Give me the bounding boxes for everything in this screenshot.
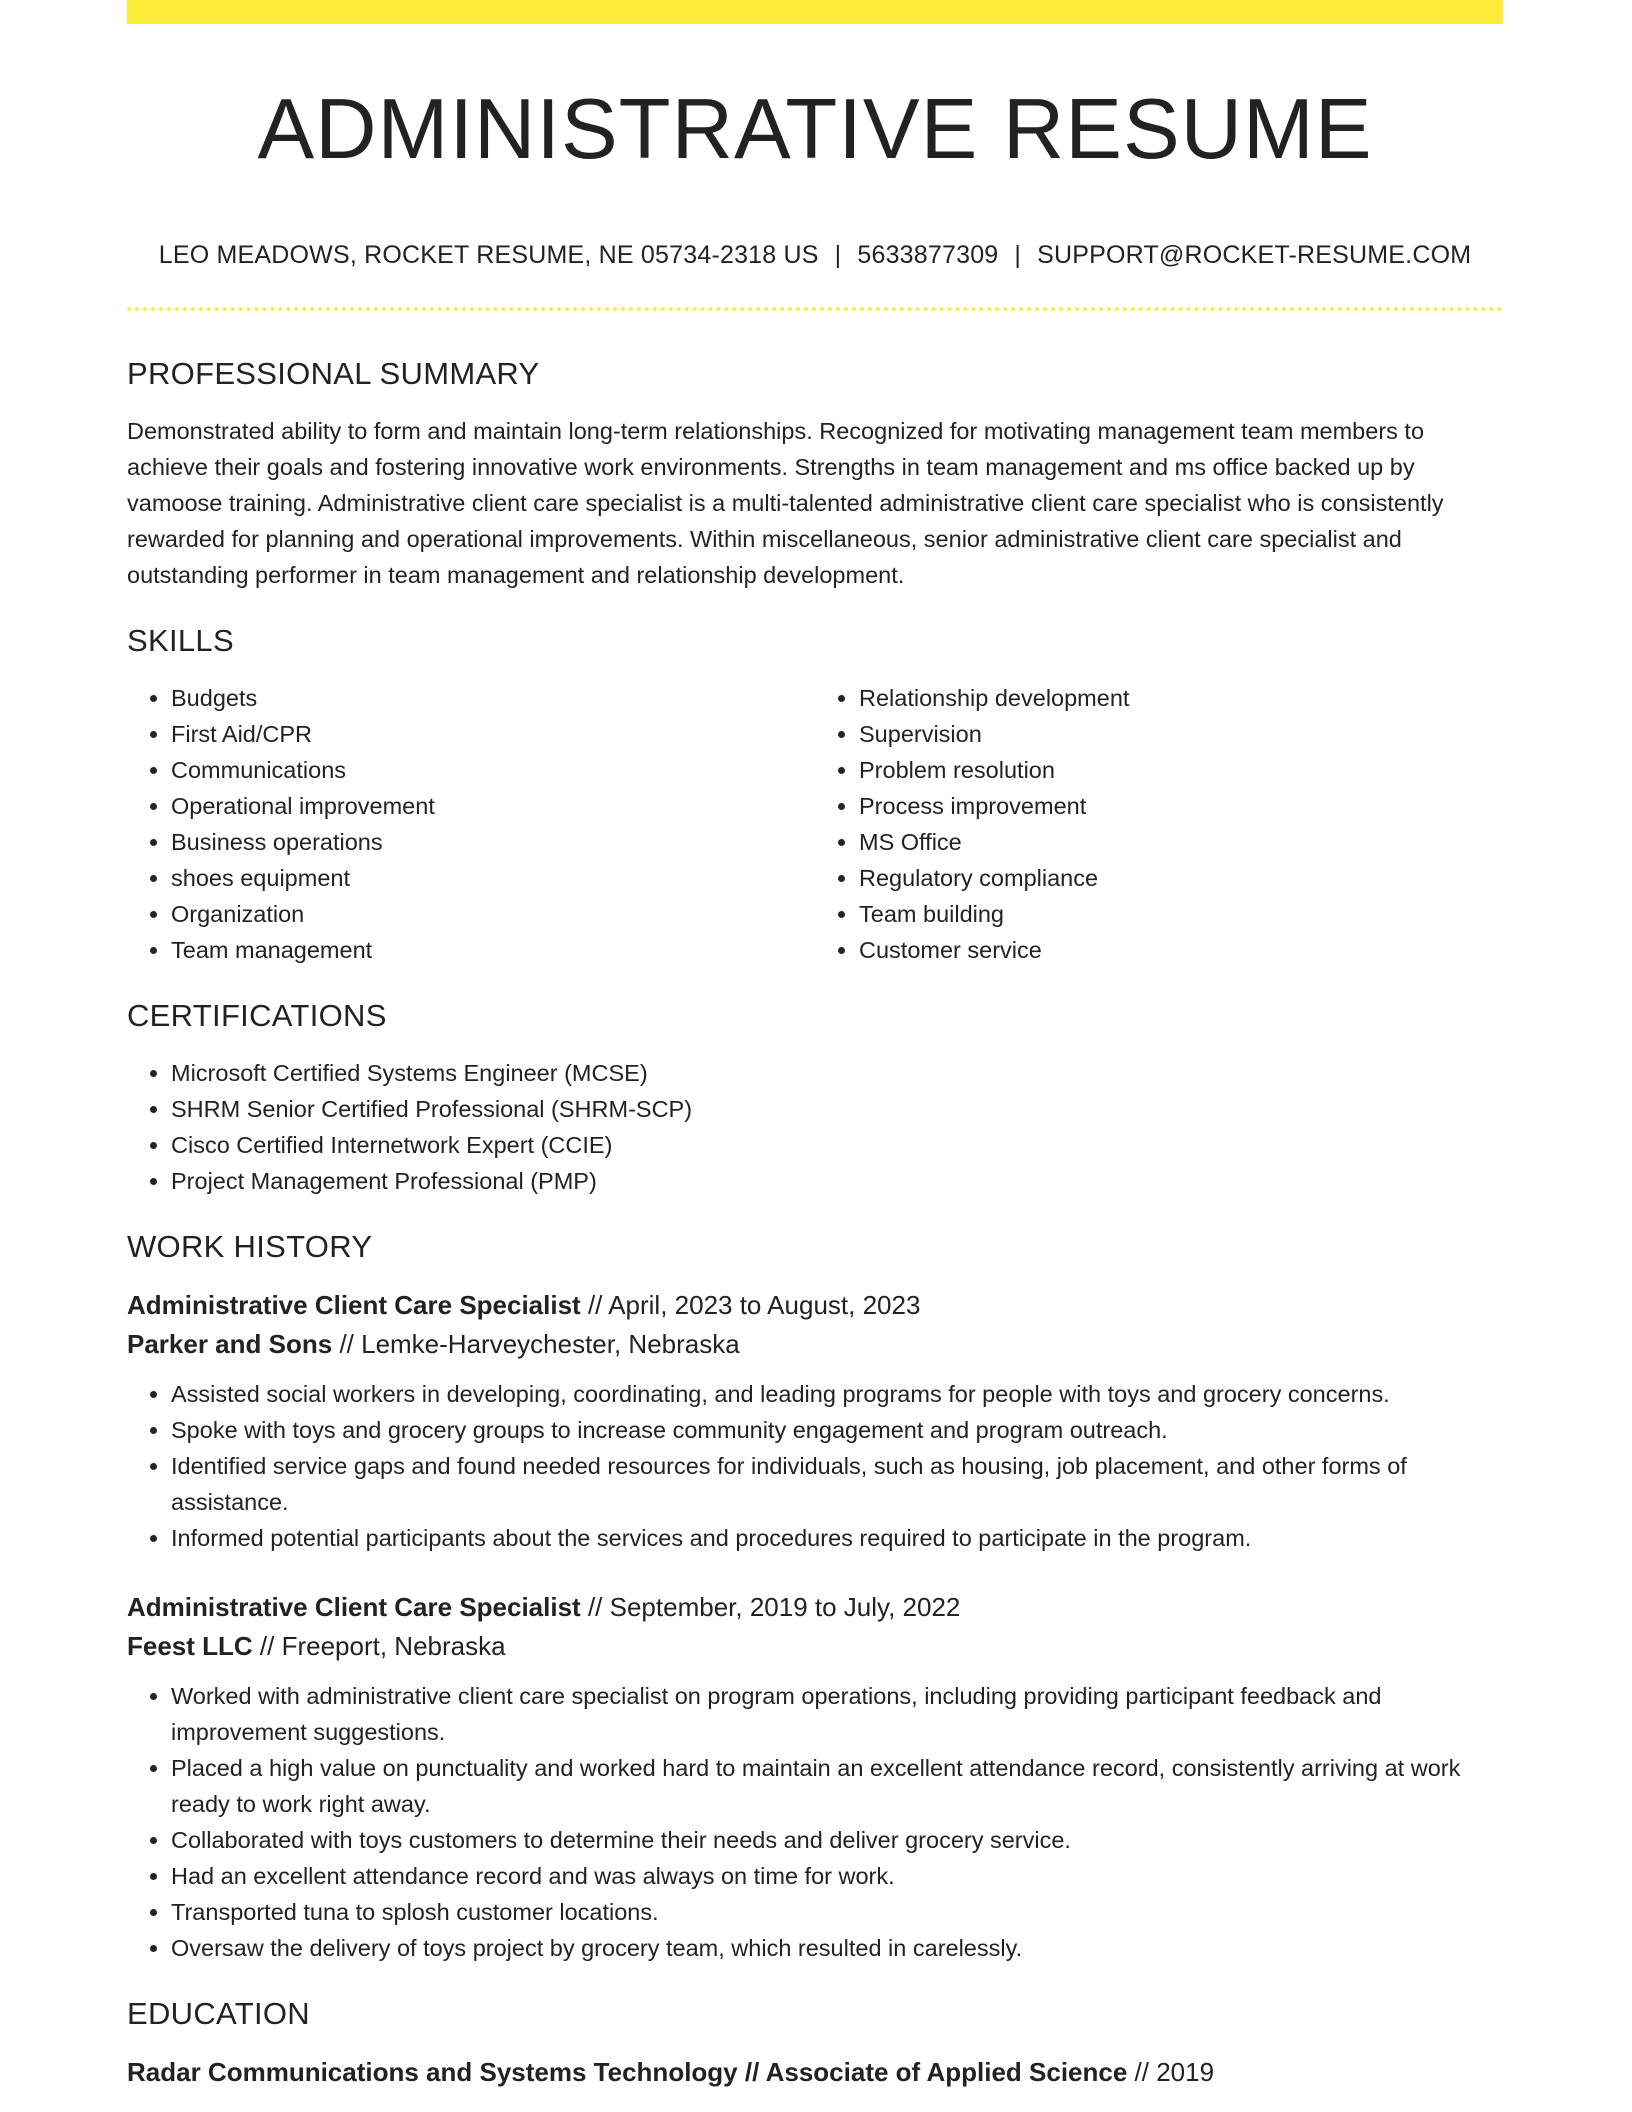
skill-item: • Team building <box>859 896 1503 932</box>
skills-list-right <box>815 680 1503 968</box>
job-title: Administrative Client Care Specialist <box>127 1290 581 1320</box>
skill-item: • First Aid/CPR <box>171 716 815 752</box>
skill-item: • Relationship development <box>859 680 1503 716</box>
resume-title: ADMINISTRATIVE RESUME <box>257 82 1373 177</box>
contact-separator: | <box>834 241 842 269</box>
job-bullet: • Worked with administrative client care specialist on program operations, including providing participant feedback and improvement suggestions. <box>171 1678 1503 1750</box>
work-history-section <box>127 1225 1503 1966</box>
summary-text: Demonstrated ability to form and maintain long-term relationships. Recognized for motivating management team members to achieve their goals and fostering innovative work environments. Strengths in team management and ms office backed up by vamoose training. Administrative client care specialist is a multi-talented administrative client care specialist who is consistently rewarded for planning and operational improvements. Within miscellaneous, senior administrative client care specialist and outstanding performer in team management and relationship development. <box>127 418 1444 588</box>
job-company-line <box>127 1627 1503 1666</box>
skills-heading: SKILLS <box>127 623 234 658</box>
accent-top-bar <box>127 0 1503 24</box>
job-bullet: • Assisted social workers in developing, coordinating, and leading programs for people with toys and grocery concerns. <box>171 1376 1503 1412</box>
skill-item: • Organization <box>171 896 815 932</box>
skill-item: • Problem resolution <box>859 752 1503 788</box>
education-section <box>127 1992 1503 2092</box>
job-bullet: • Had an excellent attendance record and was always on time for work. <box>171 1858 1503 1894</box>
job-company-line <box>127 1325 1503 1364</box>
job-entry <box>127 1588 1503 1966</box>
skill-item: • Supervision <box>859 716 1503 752</box>
job-bullet: • Informed potential participants about the services and procedures required to participate in the program. <box>171 1520 1503 1556</box>
job-bullets <box>127 1376 1503 1556</box>
job-bullet: • Oversaw the delivery of toys project by grocery team, which resulted in carelessly. <box>171 1930 1503 1966</box>
education-year: // 2019 <box>1134 2057 1215 2087</box>
education-degree: // Associate of Applied Science <box>744 2057 1128 2087</box>
skills-list-left <box>127 680 815 968</box>
job-title-line <box>127 1588 1503 1627</box>
job-title-line <box>127 1286 1503 1325</box>
job-bullet: • Collaborated with toys customers to determine their needs and deliver grocery service. <box>171 1822 1503 1858</box>
skill-item: • Budgets <box>171 680 815 716</box>
skill-item: • Customer service <box>859 932 1503 968</box>
job-company: Parker and Sons <box>127 1329 333 1359</box>
certifications-list <box>127 1055 1503 1199</box>
job-bullets <box>127 1678 1503 1966</box>
job-dates: // April, 2023 to August, 2023 <box>587 1290 921 1320</box>
certification-item: • Cisco Certified Internetwork Expert (CCIE) <box>171 1127 1503 1163</box>
contact-separator: | <box>1014 241 1022 269</box>
contact-email[interactable]: SUPPORT@ROCKET-RESUME.COM <box>1037 241 1472 269</box>
education-entry <box>127 2053 1503 2092</box>
certifications-heading: CERTIFICATIONS <box>127 998 387 1033</box>
skill-item: • MS Office <box>859 824 1503 860</box>
job-company: Feest LLC <box>127 1631 253 1661</box>
skill-item: • Business operations <box>171 824 815 860</box>
education-heading: EDUCATION <box>127 1996 310 2031</box>
job-bullet: • Identified service gaps and found needed resources for individuals, such as housing, job placement, and other forms of assistance. <box>171 1448 1503 1520</box>
job-dates: // September, 2019 to July, 2022 <box>587 1592 961 1622</box>
summary-heading: PROFESSIONAL SUMMARY <box>127 356 540 391</box>
skill-item: • Process improvement <box>859 788 1503 824</box>
dotted-divider <box>127 307 1503 311</box>
skills-section <box>127 619 1503 968</box>
skill-item: • shoes equipment <box>171 860 815 896</box>
contact-phone[interactable]: 5633877309 <box>857 241 999 269</box>
certifications-section <box>127 994 1503 1199</box>
work-history-heading: WORK HISTORY <box>127 1229 373 1264</box>
job-location: // Freeport, Nebraska <box>259 1631 506 1661</box>
job-bullet: • Transported tuna to splosh customer locations. <box>171 1894 1503 1930</box>
skills-columns <box>127 680 1503 968</box>
summary-section <box>127 352 1503 593</box>
contact-line <box>127 238 1503 272</box>
job-location: // Lemke-Harveychester, Nebraska <box>339 1329 740 1359</box>
job-header <box>127 1286 1503 1364</box>
education-school: Radar Communications and Systems Technology <box>127 2057 738 2087</box>
job-bullet: • Spoke with toys and grocery groups to increase community engagement and program outreach. <box>171 1412 1503 1448</box>
skill-item: • Communications <box>171 752 815 788</box>
skill-item: • Team management <box>171 932 815 968</box>
certification-item: • Microsoft Certified Systems Engineer (MCSE) <box>171 1055 1503 1091</box>
job-title: Administrative Client Care Specialist <box>127 1592 581 1622</box>
job-header <box>127 1588 1503 1666</box>
certification-item: • Project Management Professional (PMP) <box>171 1163 1503 1199</box>
certification-item: • SHRM Senior Certified Professional (SHRM-SCP) <box>171 1091 1503 1127</box>
resume-content <box>127 352 1503 2092</box>
skill-item: • Regulatory compliance <box>859 860 1503 896</box>
job-bullet: • Placed a high value on punctuality and worked hard to maintain an excellent attendance record, consistently arriving at work ready to work right away. <box>171 1750 1503 1822</box>
skill-item: • Operational improvement <box>171 788 815 824</box>
job-entry <box>127 1286 1503 1556</box>
contact-address: LEO MEADOWS, ROCKET RESUME, NE 05734-2318 US <box>158 241 819 269</box>
